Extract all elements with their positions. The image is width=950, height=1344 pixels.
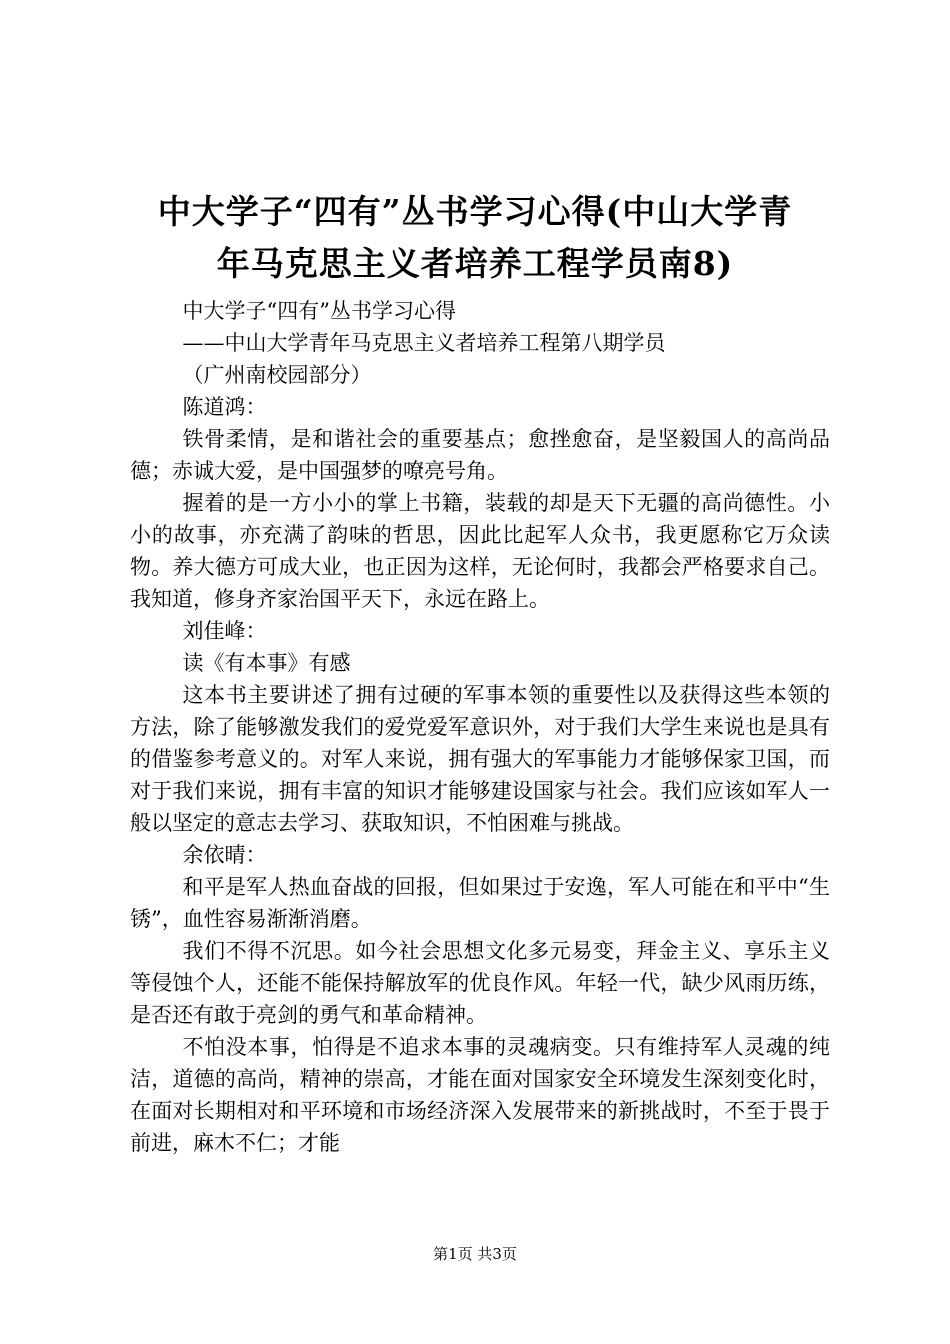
- section-heading: 读《有本事》有感: [182, 651, 351, 675]
- author-name: 余依晴：: [182, 843, 267, 867]
- subtitle-line-2: ——中山大学青年马克思主义者培养工程第八期学员: [182, 331, 666, 355]
- author-name: 陈道鸿：: [182, 395, 267, 419]
- subtitle: 中大学子“四有”丛书学习心得: [182, 299, 456, 323]
- paragraph: 铁骨柔情，是和谐社会的重要基点；愈挫愈奋，是坚毅国人的高尚品德；赤诚大爱，是中国强梦的嘹亮号角。: [130, 427, 830, 483]
- paragraph: 我们不得不沉思。如今社会思想文化多元易变，拜金主义、享乐主义等侵蚀个人，还能不能保持解放军的优良作风。年轻一代，缺少风雨历练，是否还有敢于亮剑的勇气和革命精神。: [130, 939, 830, 1027]
- subtitle-line-3: （广州南校园部分）: [182, 363, 372, 387]
- title-line-1: 中大学子“四有”丛书学习心得(中山大学青: [157, 192, 793, 231]
- paragraph: 握着的是一方小小的掌上书籍，装载的却是天下无疆的高尚德性。小小的故事，亦充满了韵味的哲思，因此比起军人众书，我更愿称它万众读物。养大德方可成大业，也正因为这样，无论何时，我都会严格要求自己。我知道，修身齐家治国平天下，永远在路上。: [130, 491, 830, 611]
- author-name: 刘佳峰：: [182, 619, 267, 643]
- paragraph: 不怕没本事，怕得是不追求本事的灵魂病变。只有维持军人灵魂的纯洁，道德的高尚，精神的崇高，才能在面对国家安全环境发生深刻变化时，在面对长期相对和平环境和市场经济深入发展带来的新挑战时，不至于畏于前进，麻木不仁；才能: [130, 1035, 830, 1155]
- title-line-2: 年马克思主义者培养工程学员南8): [216, 244, 734, 283]
- document-body: [130, 295, 830, 1159]
- paragraph: 这本书主要讲述了拥有过硬的军事本领的重要性以及获得这些本领的方法，除了能够激发我们的爱党爱军意识外，对于我们大学生来说也是具有的借鉴参考意义的。对军人来说，拥有强大的军事能力才能够保家卫国，而对于我们来说，拥有丰富的知识才能够建设国家与社会。我们应该如军人一般以坚定的意志去学习、获取知识，不怕困难与挑战。: [130, 683, 830, 835]
- page-footer: 第1页 共3页: [433, 1245, 517, 1263]
- paragraph: 和平是军人热血奋战的回报，但如果过于安逸，军人可能在和平中“生锈”，血性容易渐渐消磨。: [130, 875, 830, 931]
- document-title: [120, 186, 830, 290]
